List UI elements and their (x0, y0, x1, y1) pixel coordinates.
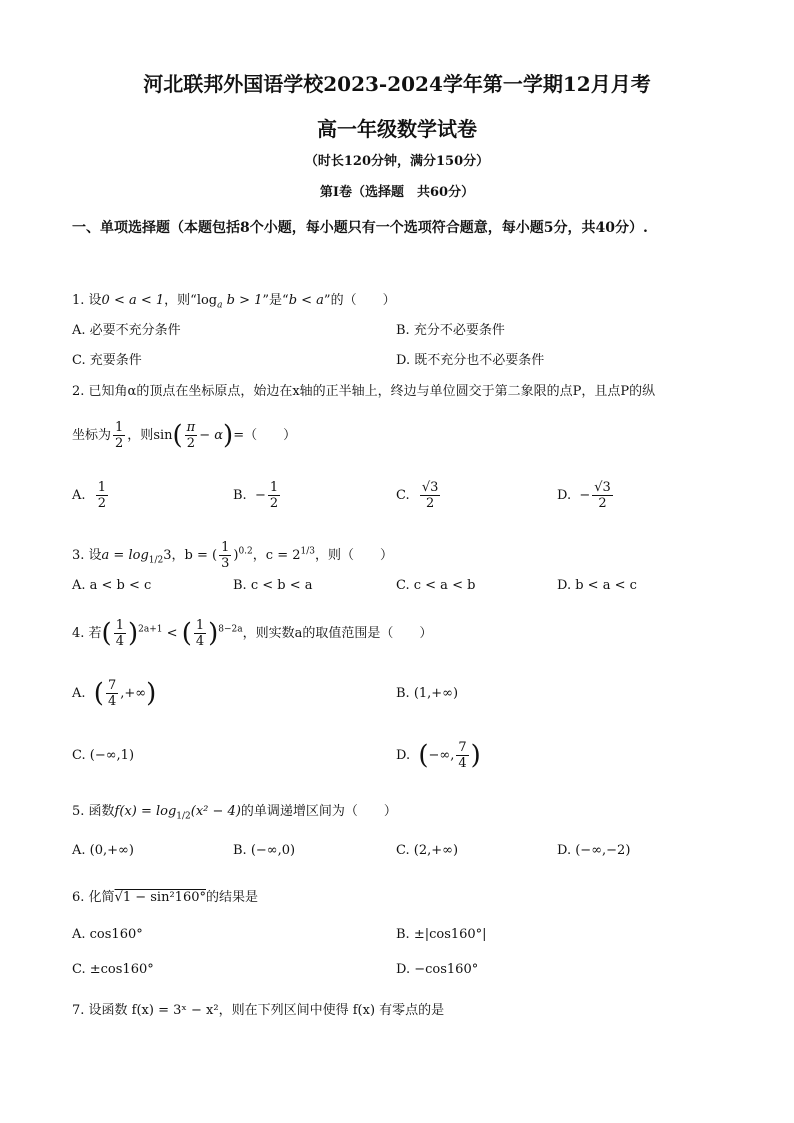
q1-option-c[interactable]: C. 充要条件 (72, 353, 142, 368)
question-2-line1: 2. 已知角α的顶点在坐标原点，始边在x轴的正半轴上，终边与单位圆交于第二象限的点P，且点P的纵 (72, 384, 656, 399)
q5-option-c[interactable]: C. (2,+∞) (396, 843, 459, 858)
exam-info: （时长120分钟，满分150分） (304, 154, 490, 169)
q6-option-d[interactable]: D. −cos160° (396, 962, 479, 977)
q4-option-c[interactable]: C. (−∞,1) (72, 748, 135, 763)
q5-option-b[interactable]: B. (−∞,0) (233, 843, 296, 858)
question-2-line2: 坐标为 $\frac{1}{2}$ ，则sin( $\frac{\pi}{2}$ − α)=（ ） (72, 420, 297, 451)
question-3: 3. 设$a = \log_{1/2}3$，b = ( $\frac{1}{3}$ )$^{0.2}$，$c = 2^{1/3}$，则（ ） (72, 540, 393, 571)
question-1: 1. 设0 < a < 1，则“$\log_a$ b > 1”是“b < a”的（ ） (72, 293, 396, 311)
q2-option-a[interactable]: A. $\frac{1}{2}$ (72, 480, 107, 511)
q3-option-b[interactable]: B. c < b < a (233, 578, 313, 593)
fraction: $\frac{1}{2}$ (115, 420, 124, 451)
q2-option-c[interactable]: C. $\frac{√3}{2}$ (396, 480, 439, 511)
question-7: 7. 设函数 f(x) = 3ˣ − x²，则在下列区间中使得 f(x) 有零点的是 (72, 1003, 445, 1018)
q4-option-d[interactable]: D. (−∞, $\frac{7}{4}$ ) (396, 740, 481, 771)
exam-subtitle: 高一年级数学试卷 (317, 117, 477, 141)
q4-option-a[interactable]: A. ( $\frac{7}{4}$ ,+∞) (72, 678, 157, 709)
q5-option-a[interactable]: A. (0,+∞) (72, 843, 134, 858)
question-6: 6. 化简√1 − sin²160°的结果是 (72, 890, 259, 905)
q6-option-c[interactable]: C. ±cos160° (72, 962, 154, 977)
q6-option-b[interactable]: B. ±|cos160°| (396, 927, 487, 942)
q1-option-d[interactable]: D. 既不充分也不必要条件 (396, 353, 545, 368)
q3-option-a[interactable]: A. a < b < c (72, 578, 152, 593)
q3-option-c[interactable]: C. c < a < b (396, 578, 476, 593)
q1-option-a[interactable]: A. 必要不充分条件 (72, 323, 181, 338)
volume-heading: 第Ⅰ卷（选择题 共60分） (319, 185, 475, 200)
q4-option-b[interactable]: B. (1,+∞) (396, 686, 459, 701)
q1-option-b[interactable]: B. 充分不必要条件 (396, 323, 505, 338)
exam-title: 河北联邦外国语学校2023-2024学年第一学期12月月考 (143, 72, 651, 96)
q2-option-b[interactable]: B. − $\frac{1}{2}$ (233, 480, 279, 511)
question-4: 4. 若( $\frac{1}{4}$ )$^{2a+1}$ < ( $\frac{1}{4}$ )$^{8-2a}$，则实数a的取值范围是（ ） (72, 618, 433, 649)
q3-option-d[interactable]: D. b < a < c (557, 578, 637, 593)
q5-option-d[interactable]: D. (−∞,−2) (557, 843, 631, 858)
section-heading: 一、单项选择题（本题包括8个小题，每小题只有一个选项符合题意，每小题5分，共40分）. (72, 220, 648, 236)
question-5: 5. 函数$f(x) = \log_{1/2}(x^2 - 4)$的单调递增区间为（ ） (72, 804, 397, 822)
q6-option-a[interactable]: A. cos160° (72, 927, 143, 942)
q2-option-d[interactable]: D. − $\frac{√3}{2}$ (557, 480, 611, 511)
